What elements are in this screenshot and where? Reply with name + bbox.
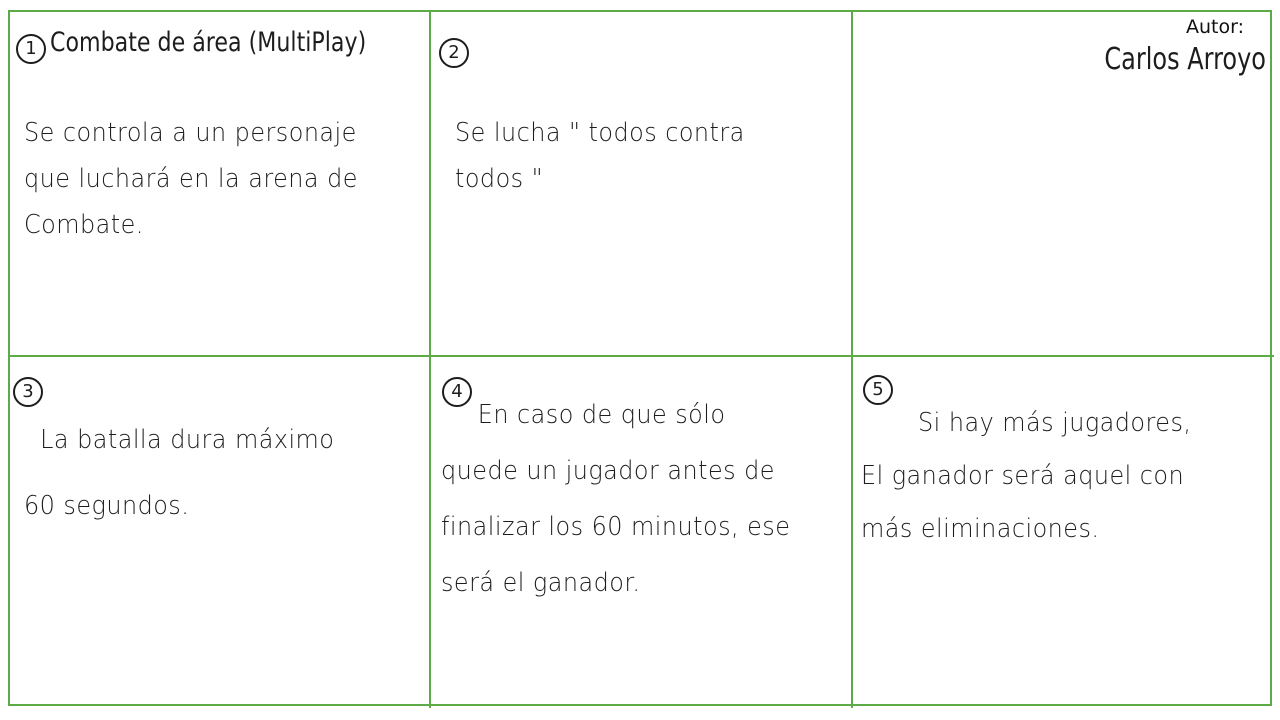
storyboard-grid <box>8 10 1272 706</box>
panel-text: En caso de que sólo quede un jugador antes de finalizar los 60 minutos, ese será el ganador. <box>441 400 791 598</box>
panel-text: Se controla a un personaje que luchará en la arena de Combate. <box>24 118 358 240</box>
panel-title: Combate de área (MultiPlay) <box>50 27 367 58</box>
panel-text: Si hay más jugadores, El ganador será aquel con más eliminaciones. <box>861 408 1192 544</box>
panel-5 <box>853 357 1274 708</box>
panel-text: La batalla dura máximo 60 segundos. <box>24 425 335 521</box>
panel-number: 2 <box>439 38 469 68</box>
panel-number: 3 <box>13 377 43 407</box>
panel-2 <box>431 12 853 357</box>
panel-number: 5 <box>863 375 893 405</box>
panel-number: 4 <box>442 377 472 407</box>
author-panel <box>853 12 1274 357</box>
panel-4 <box>431 357 853 708</box>
panel-text: Se lucha " todos contra todos " <box>455 118 745 194</box>
panel-number: 1 <box>16 34 46 64</box>
author-signature: Carlos Arroyo <box>1104 42 1266 77</box>
panel-3 <box>10 357 431 708</box>
author-label: Autor: <box>1186 16 1244 38</box>
panel-1 <box>10 12 431 357</box>
